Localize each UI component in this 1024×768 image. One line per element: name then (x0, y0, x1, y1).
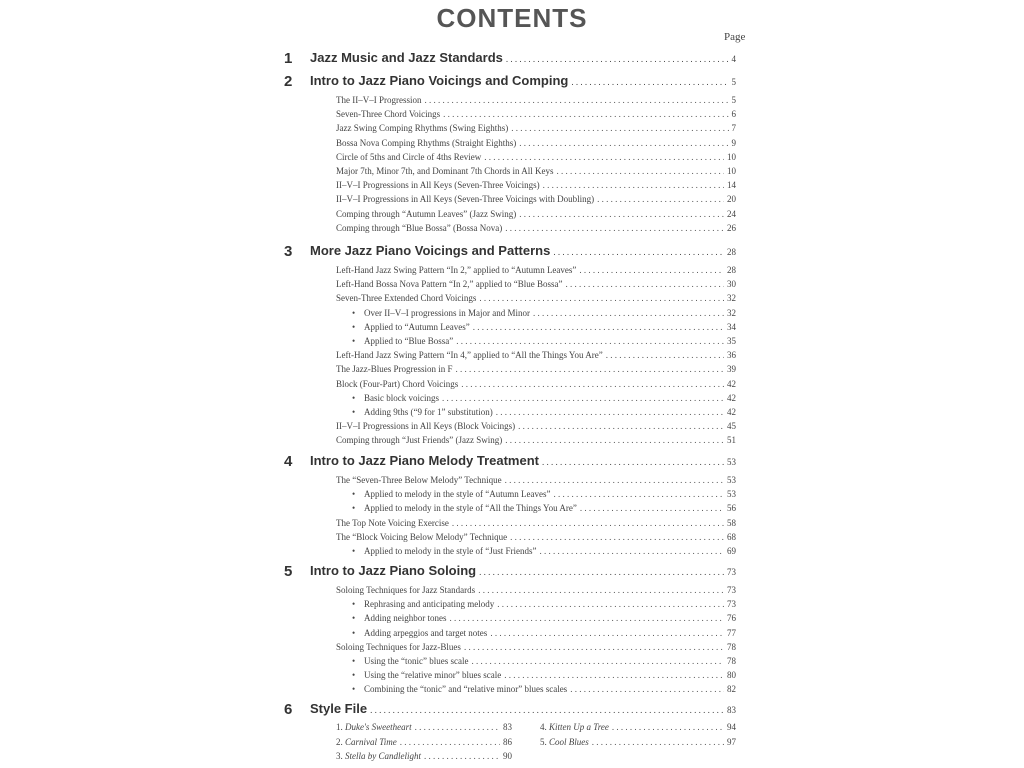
chapter-heading (284, 50, 736, 68)
bullet-icon: • (352, 307, 356, 318)
style-file-name: Stella by Candlelight (345, 751, 421, 761)
entry-label: Using the “relative minor” blues scale (364, 670, 502, 681)
bullet-icon: • (352, 627, 356, 638)
style-file-title (336, 751, 421, 761)
page-number: 24 (727, 208, 736, 219)
dot-leader (597, 194, 724, 204)
toc-subentry (352, 628, 736, 642)
toc-subentry (352, 656, 736, 670)
toc-entry (336, 421, 736, 435)
entry-title (336, 223, 502, 233)
dot-leader (490, 628, 724, 638)
page-number: 97 (727, 736, 736, 747)
page-number: 83 (503, 722, 512, 732)
toc-entry (336, 585, 736, 599)
chapter-number: 5 (284, 563, 293, 580)
dot-leader (557, 166, 725, 176)
page-number: 80 (727, 670, 736, 681)
chapter-number: 3 (284, 243, 293, 260)
toc-subentry (352, 684, 736, 698)
entry-title (352, 656, 468, 666)
bullet-icon: • (352, 599, 356, 610)
style-file-name: Kitten Up a Tree (549, 722, 609, 732)
entry-label: Seven-Three Chord Voicings (336, 109, 441, 120)
toc-entry (336, 518, 736, 532)
dot-leader (464, 642, 724, 652)
dot-leader (450, 613, 725, 623)
page-number: 73 (727, 585, 736, 595)
entry-label: II–V–I Progressions in All Keys (Block Voicings) (336, 421, 516, 432)
dot-leader (400, 737, 500, 747)
entry-label: Left-Hand Jazz Swing Pattern “In 2,” applied to “Autumn Leaves” (336, 265, 577, 275)
dot-leader (424, 95, 728, 105)
toc-entry (336, 166, 736, 180)
page-number: 51 (727, 435, 736, 446)
entry-title (336, 435, 502, 445)
page-number: 14 (727, 180, 736, 191)
page-number: 58 (727, 517, 736, 528)
page-number: 94 (727, 722, 736, 732)
chapter-number: 6 (284, 701, 293, 718)
entry-label: II–V–I Progressions in All Keys (Seven-Three Voicings with Doubling) (336, 194, 595, 205)
dot-leader (579, 265, 724, 275)
chapter-title: Jazz Music and Jazz Standards (310, 50, 503, 65)
bullet-icon: • (352, 503, 356, 514)
entry-title (352, 670, 501, 680)
entry-title (352, 628, 487, 638)
chapter-number: 2 (284, 73, 293, 90)
entry-label: II–V–I Progressions in All Keys (Seven-Three Voicings) (336, 180, 540, 191)
page-number: 56 (727, 503, 736, 514)
page-number: 30 (727, 279, 736, 290)
page-number: 20 (727, 194, 736, 205)
dot-leader (452, 518, 724, 528)
page-number: 42 (727, 407, 736, 417)
entry-title (336, 532, 507, 542)
toc-subentry (352, 546, 736, 560)
style-file-title (336, 737, 397, 747)
entry-title (352, 489, 550, 499)
toc-entry (336, 123, 736, 137)
dot-leader (606, 350, 724, 360)
chapter-heading (284, 701, 736, 719)
bullet-icon: • (352, 546, 356, 556)
toc-entry (336, 350, 736, 364)
style-file-title (540, 737, 589, 747)
page-column-label: Page (724, 31, 746, 43)
bullet-icon: • (352, 670, 356, 681)
entry-title (336, 475, 502, 485)
style-file-number: 4. (540, 722, 549, 732)
toc-entry (336, 265, 736, 279)
style-file-entry (540, 722, 736, 736)
page-title: CONTENTS (436, 3, 588, 33)
chapter-title: Intro to Jazz Piano Soloing (310, 563, 477, 578)
dot-leader (424, 751, 500, 761)
dot-leader (505, 475, 724, 485)
entry-title (336, 152, 481, 162)
entry-title (352, 336, 453, 346)
entry-title (352, 599, 494, 609)
style-file-name: Carnival Time (345, 736, 397, 747)
dot-leader (533, 308, 724, 318)
dot-leader (592, 737, 724, 747)
entry-title (336, 350, 603, 360)
toc-entry (336, 180, 736, 194)
entry-title (336, 279, 562, 289)
entry-title (336, 585, 475, 595)
dot-leader (506, 54, 729, 64)
entry-title (336, 518, 449, 528)
entry-label: Using the “tonic” blues scale (364, 656, 469, 666)
page-number: 78 (727, 641, 736, 652)
bullet-icon: • (352, 321, 356, 332)
toc-subentry (352, 489, 736, 503)
entry-label: Adding 9ths (“9 for 1” substitution) (364, 407, 493, 417)
dot-leader (543, 180, 724, 190)
toc-entry (336, 379, 736, 393)
entry-label: Adding neighbor tones (364, 613, 447, 624)
entry-title (352, 613, 447, 623)
toc-subentry (352, 308, 736, 322)
dot-leader (473, 322, 724, 332)
page-number: 45 (727, 421, 736, 432)
page-number: 32 (727, 307, 736, 318)
style-file-entry (540, 737, 736, 751)
dot-leader (478, 585, 724, 595)
toc-entry (336, 109, 736, 123)
entry-title (336, 95, 421, 105)
dot-leader (442, 393, 724, 403)
page-number: 28 (727, 247, 736, 257)
entry-label: The “Block Voicing Below Melody” Technique (336, 531, 508, 542)
style-file-number: 5. (540, 736, 549, 747)
dot-leader (571, 77, 728, 87)
style-file-number: 2. (336, 736, 345, 747)
bullet-icon: • (352, 336, 356, 346)
toc-entry (336, 223, 736, 237)
dot-leader (511, 123, 728, 133)
entry-label: Adding arpeggios and target notes (364, 627, 488, 638)
style-file-name: Cool Blues (549, 736, 589, 747)
dot-leader (519, 138, 728, 148)
page-number: 7 (731, 123, 736, 134)
page-number: 86 (503, 736, 512, 747)
page-number: 42 (727, 392, 736, 403)
toc-entry (336, 194, 736, 208)
entry-label: Applied to “Autumn Leaves” (364, 321, 470, 332)
dot-leader (580, 503, 724, 513)
entry-title (336, 379, 458, 389)
page-number: 76 (727, 613, 736, 624)
dot-leader (479, 567, 724, 577)
dot-leader (370, 705, 724, 715)
entry-title (352, 684, 567, 694)
entry-label: Bossa Nova Comping Rhythms (Straight Eighths) (336, 137, 517, 148)
dot-leader (496, 407, 724, 417)
entry-label: Rephrasing and anticipating melody (364, 599, 495, 610)
dot-leader (539, 546, 724, 556)
entry-label: Seven-Three Extended Chord Voicings (336, 293, 477, 304)
entry-label: Applied to “Blue Bossa” (364, 336, 454, 346)
chapter-heading (284, 73, 736, 91)
entry-label: Basic block voicings (364, 392, 439, 403)
page-number: 90 (503, 751, 512, 761)
chapter-title: Intro to Jazz Piano Melody Treatment (310, 453, 539, 468)
entry-label: The II–V–I Progression (336, 95, 422, 105)
style-file-name: Duke's Sweetheart (345, 722, 412, 732)
entry-label: Comping through “Autumn Leaves” (Jazz Swing) (336, 208, 517, 219)
style-file-entry (336, 751, 512, 765)
entry-title (352, 322, 470, 332)
page-number: 10 (727, 151, 736, 162)
dot-leader (456, 336, 724, 346)
toc-entry (336, 532, 736, 546)
toc-subentry (352, 393, 736, 407)
toc-subentry (352, 503, 736, 517)
page-number: 69 (727, 546, 736, 556)
toc-entry (336, 293, 736, 307)
style-file-title (336, 722, 412, 732)
entry-label: Left-Hand Jazz Swing Pattern “In 4,” applied to “All the Things You Are” (336, 350, 603, 361)
dot-leader (479, 293, 724, 303)
dot-leader (497, 599, 724, 609)
page-number: 68 (727, 531, 736, 542)
dot-leader (455, 364, 724, 374)
page-number: 36 (727, 350, 736, 361)
dot-leader (443, 109, 728, 119)
page-number: 53 (727, 457, 736, 467)
entry-title (336, 265, 576, 275)
dot-leader (519, 209, 724, 219)
dot-leader (553, 247, 724, 257)
entry-label: Combining the “tonic” and “relative minor” blues scales (364, 684, 568, 695)
entry-title (336, 364, 452, 374)
style-file-number: 3. (336, 751, 345, 761)
bullet-icon: • (352, 613, 356, 624)
page-number: 32 (727, 293, 736, 304)
entry-label: Block (Four-Part) Chord Voicings (336, 378, 459, 389)
page-number: 28 (727, 265, 736, 275)
toc-entry (336, 475, 736, 489)
bullet-icon: • (352, 684, 356, 695)
toc-entry (336, 95, 736, 109)
page-number: 53 (727, 475, 736, 485)
page-number: 35 (727, 336, 736, 346)
entry-label: Left-Hand Bossa Nova Pattern “In 2,” applied to “Blue Bossa” (336, 279, 563, 290)
entry-title (352, 503, 577, 513)
entry-label: The Jazz-Blues Progression in F (336, 364, 453, 375)
chapter-title: Style File (310, 701, 368, 716)
entry-label: Major 7th, Minor 7th, and Dominant 7th Chords in All Keys (336, 166, 554, 176)
entry-title (336, 180, 540, 190)
page-number: 83 (727, 705, 736, 715)
entry-title (336, 123, 508, 133)
chapter-heading (284, 243, 736, 261)
chapter-heading (284, 563, 736, 581)
toc-subentry (352, 336, 736, 350)
dot-leader (570, 684, 724, 694)
entry-label: Comping through “Blue Bossa” (Bossa Nova) (336, 222, 503, 233)
entry-title (336, 194, 594, 204)
entry-title (352, 393, 439, 403)
dot-leader (565, 279, 724, 289)
page-number: 77 (727, 627, 736, 638)
chapter-title: Intro to Jazz Piano Voicings and Comping (310, 73, 569, 88)
page-number: 6 (731, 109, 736, 120)
page-number: 82 (727, 684, 736, 695)
bullet-icon: • (352, 489, 356, 500)
page-number: 4 (731, 54, 736, 64)
entry-label: The “Seven-Three Below Melody” Technique (336, 475, 502, 485)
entry-title (336, 293, 476, 303)
page-number: 34 (727, 321, 736, 332)
entry-title (352, 308, 530, 318)
toc-entry (336, 364, 736, 378)
dot-leader (542, 457, 724, 467)
entry-label: Applied to melody in the style of “Autumn Leaves” (364, 489, 551, 500)
entry-label: Comping through “Just Friends” (Jazz Swing) (336, 435, 503, 446)
toc-entry (336, 152, 736, 166)
entry-title (336, 166, 554, 176)
dot-leader (505, 223, 724, 233)
entry-label: Soloing Techniques for Jazz-Blues (336, 641, 461, 652)
toc-entry (336, 642, 736, 656)
entry-title (336, 421, 515, 431)
dot-leader (471, 656, 724, 666)
entry-title (336, 138, 516, 148)
toc-subentry (352, 613, 736, 627)
page-number: 73 (727, 567, 736, 577)
page-number: 5 (731, 77, 736, 87)
page-number: 10 (727, 166, 736, 176)
dot-leader (518, 421, 724, 431)
style-file-title (540, 722, 609, 732)
page-number: 53 (727, 489, 736, 500)
bullet-icon: • (352, 656, 356, 666)
bullet-icon: • (352, 407, 356, 417)
toc-entry (336, 209, 736, 223)
chapter-title: More Jazz Piano Voicings and Patterns (310, 243, 551, 258)
chapter-number: 1 (284, 50, 293, 67)
style-file-entry (336, 737, 512, 751)
style-file-entry (336, 722, 512, 736)
entry-label: Over II–V–I progressions in Major and Minor (364, 307, 530, 318)
dot-leader (461, 379, 724, 389)
entry-label: Applied to melody in the style of “All the Things You Are” (364, 503, 577, 514)
chapter-number: 4 (284, 453, 293, 470)
entry-label: Jazz Swing Comping Rhythms (Swing Eighths) (336, 123, 509, 134)
entry-title (352, 407, 493, 417)
page-number: 26 (727, 222, 736, 233)
entry-label: Circle of 5ths and Circle of 4ths Review (336, 151, 482, 162)
toc-entry (336, 435, 736, 449)
chapter-heading (284, 453, 736, 471)
page-number: 73 (727, 599, 736, 610)
entry-title (336, 209, 516, 219)
entry-label: Soloing Techniques for Jazz Standards (336, 585, 476, 595)
page-number: 78 (727, 656, 736, 666)
dot-leader (553, 489, 724, 499)
toc-entry (336, 138, 736, 152)
toc-entry (336, 279, 736, 293)
page-number: 42 (727, 378, 736, 389)
dot-leader (612, 722, 724, 732)
entry-title (352, 546, 536, 556)
page-number: 39 (727, 364, 736, 375)
entry-label: Applied to melody in the style of “Just Friends” (364, 546, 537, 556)
bullet-icon: • (352, 392, 356, 403)
dot-leader (505, 435, 724, 445)
style-file-number: 1. (336, 722, 345, 732)
entry-label: The Top Note Voicing Exercise (336, 517, 449, 528)
entry-title (336, 642, 461, 652)
toc-subentry (352, 670, 736, 684)
toc-subentry (352, 599, 736, 613)
dot-leader (415, 722, 500, 732)
toc-subentry (352, 407, 736, 421)
dot-leader (510, 532, 724, 542)
dot-leader (504, 670, 724, 680)
page-number: 5 (731, 95, 736, 105)
toc-subentry (352, 322, 736, 336)
dot-leader (484, 152, 724, 162)
page-number: 9 (731, 137, 736, 148)
entry-title (336, 109, 440, 119)
